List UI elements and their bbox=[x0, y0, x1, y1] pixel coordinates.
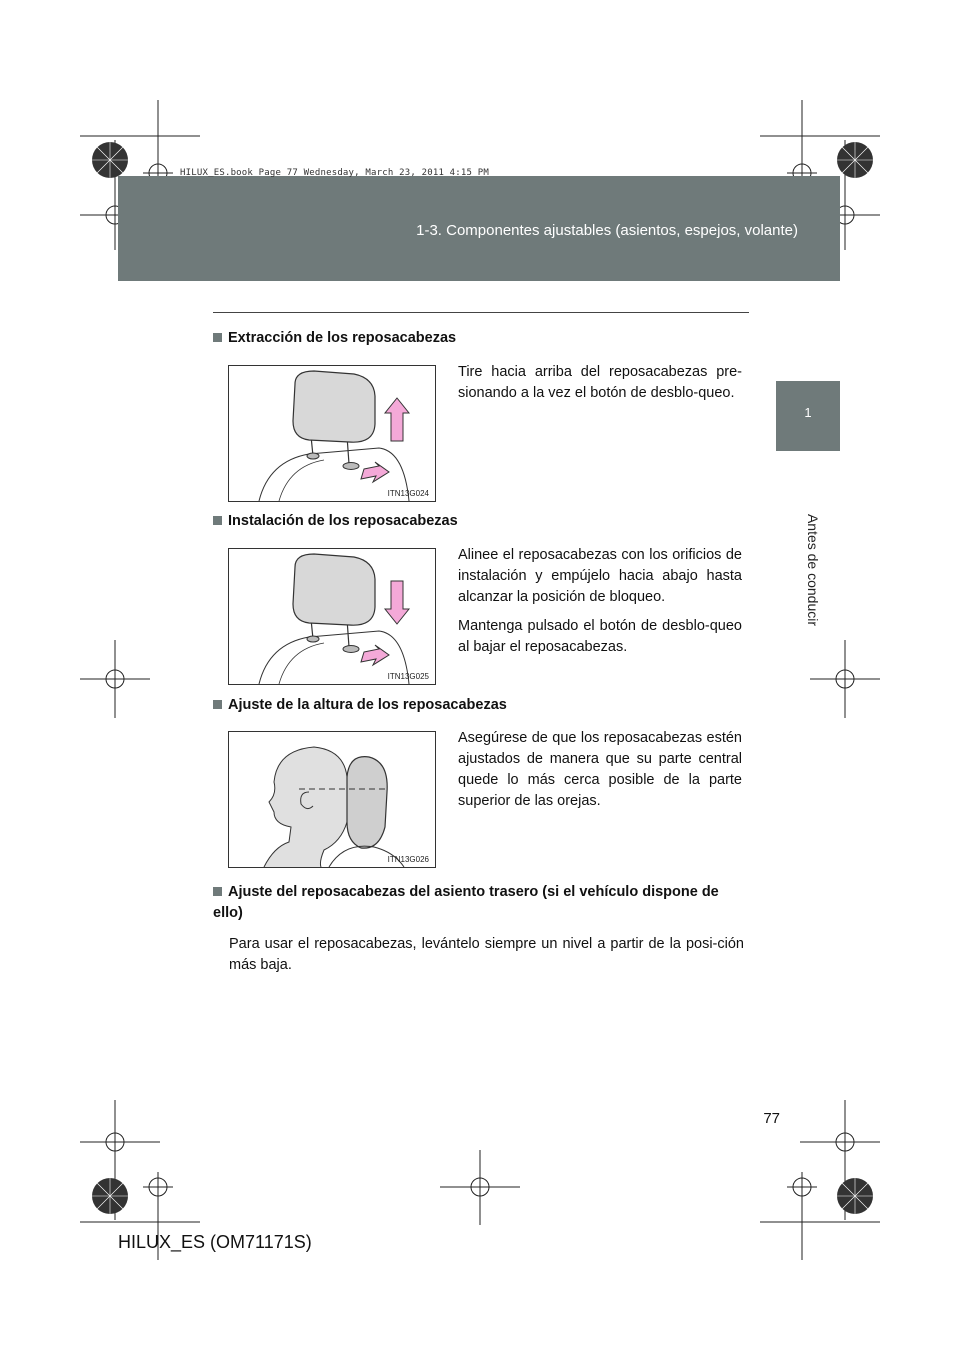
heading-text: Instalación de los reposacabezas bbox=[228, 513, 458, 529]
section-paragraph: Mantenga pulsado el botón de desblo-queo al bajar el reposacabezas. bbox=[458, 618, 742, 655]
square-bullet-icon bbox=[213, 700, 222, 709]
figure-code: ITN13G024 bbox=[387, 489, 429, 498]
chapter-title: Antes de conducir bbox=[805, 513, 821, 627]
top-divider bbox=[213, 312, 749, 313]
manual-code: HILUX_ES (OM71171S) bbox=[118, 1232, 312, 1252]
section-paragraph: Alinee el reposacabezas con los orificios de instalación y empújelo hacia abajo hasta alcanzar la posición de bloqueo. bbox=[458, 547, 742, 605]
figure-headrest-removal bbox=[228, 365, 436, 502]
section-heading bbox=[213, 697, 507, 713]
side-tab-gap bbox=[776, 281, 840, 381]
figure-headrest-installation bbox=[228, 548, 436, 685]
headrest-removal-illustration bbox=[229, 366, 435, 501]
page-number: 77 bbox=[763, 1110, 780, 1127]
figure-code: ITN13G026 bbox=[387, 855, 429, 864]
heading-text: Ajuste del reposacabezas del asiento trasero (si el vehículo dispone de ello) bbox=[213, 884, 719, 921]
figure-code: ITN13G025 bbox=[387, 672, 429, 681]
section-heading bbox=[213, 882, 748, 924]
print-stamp: HILUX_ES.book Page 77 Wednesday, March 23, 2011 4:15 PM bbox=[180, 168, 490, 178]
section-paragraph: Para usar el reposacabezas, levántelo siempre un nivel a partir de la posi-ción más baja. bbox=[229, 936, 744, 973]
heading-text: Extracción de los reposacabezas bbox=[228, 330, 457, 346]
chapter-number: 1 bbox=[804, 405, 812, 420]
figure-headrest-height bbox=[228, 731, 436, 868]
section-paragraph: Tire hacia arriba del reposacabezas pre-sionando a la vez el botón de desblo-queo. bbox=[458, 364, 742, 401]
section-title: 1-3. Componentes ajustables (asientos, espejos, volante) bbox=[416, 222, 798, 239]
square-bullet-icon bbox=[213, 516, 222, 525]
square-bullet-icon bbox=[213, 333, 222, 342]
section-paragraph: Asegúrese de que los reposacabezas estén ajustados de manera que su parte central quede lo más cerca posible de la parte superior de las orejas. bbox=[458, 730, 742, 809]
square-bullet-icon bbox=[213, 887, 222, 896]
headrest-height-illustration bbox=[229, 732, 435, 867]
section-heading bbox=[213, 330, 456, 346]
section-heading bbox=[213, 513, 458, 529]
headrest-installation-illustration bbox=[229, 549, 435, 684]
heading-text: Ajuste de la altura de los reposacabezas bbox=[228, 697, 507, 713]
